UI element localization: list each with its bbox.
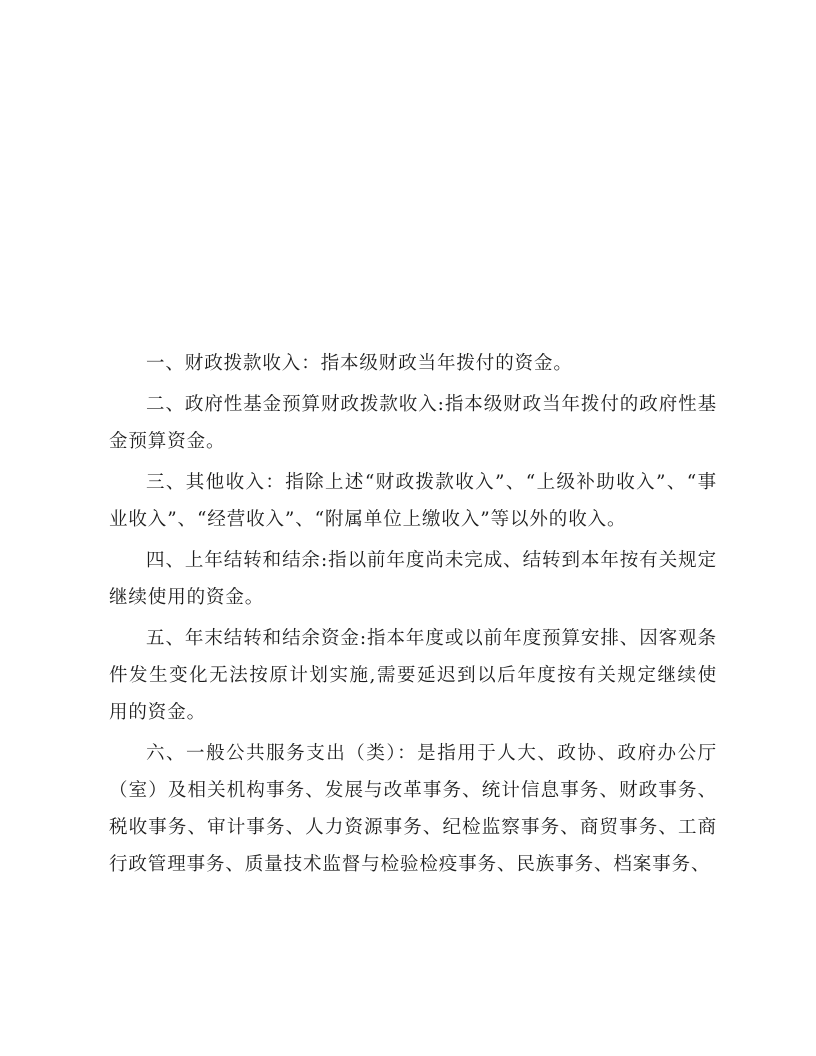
document-body — [109, 345, 717, 887]
paragraph-year-end-carryover: 五、年末结转和结余资金:指本年度或以前年度预算安排、因客观条件发生变化无法按原计划实施,需要延迟到以后年度按有关规定继续使用的资金。 — [109, 628, 717, 723]
paragraph-other-income: 三、其他收入：指除上述“财政拨款收入”、“上级补助收入”、“事业收入”、“经营收入”、“附属单位上缴收入”等以外的收入。 — [109, 472, 717, 530]
paragraph-government-fund-income: 二、政府性基金预算财政拨款收入:指本级财政当年拨付的政府性基金预算资金。 — [109, 394, 717, 452]
paragraph-general-public-services: 六、一般公共服务支出（类）：是指用于人大、政协、政府办公厅（室）及相关机构事务、发展与改革事务、统计信息事务、财政事务、税收事务、审计事务、人力资源事务、纪检监察事务、商贸事务、工商行政管理事务、质量技术监督与检验检疫事务、民族事务、档案事务、 — [109, 743, 717, 875]
paragraph-prior-year-carryover: 四、上年结转和结余:指以前年度尚未完成、结转到本年按有关规定继续使用的资金。 — [109, 550, 717, 608]
paragraph-fiscal-appropriation-income: 一、财政拨款收入：指本级财政当年拨付的资金。 — [146, 353, 573, 374]
